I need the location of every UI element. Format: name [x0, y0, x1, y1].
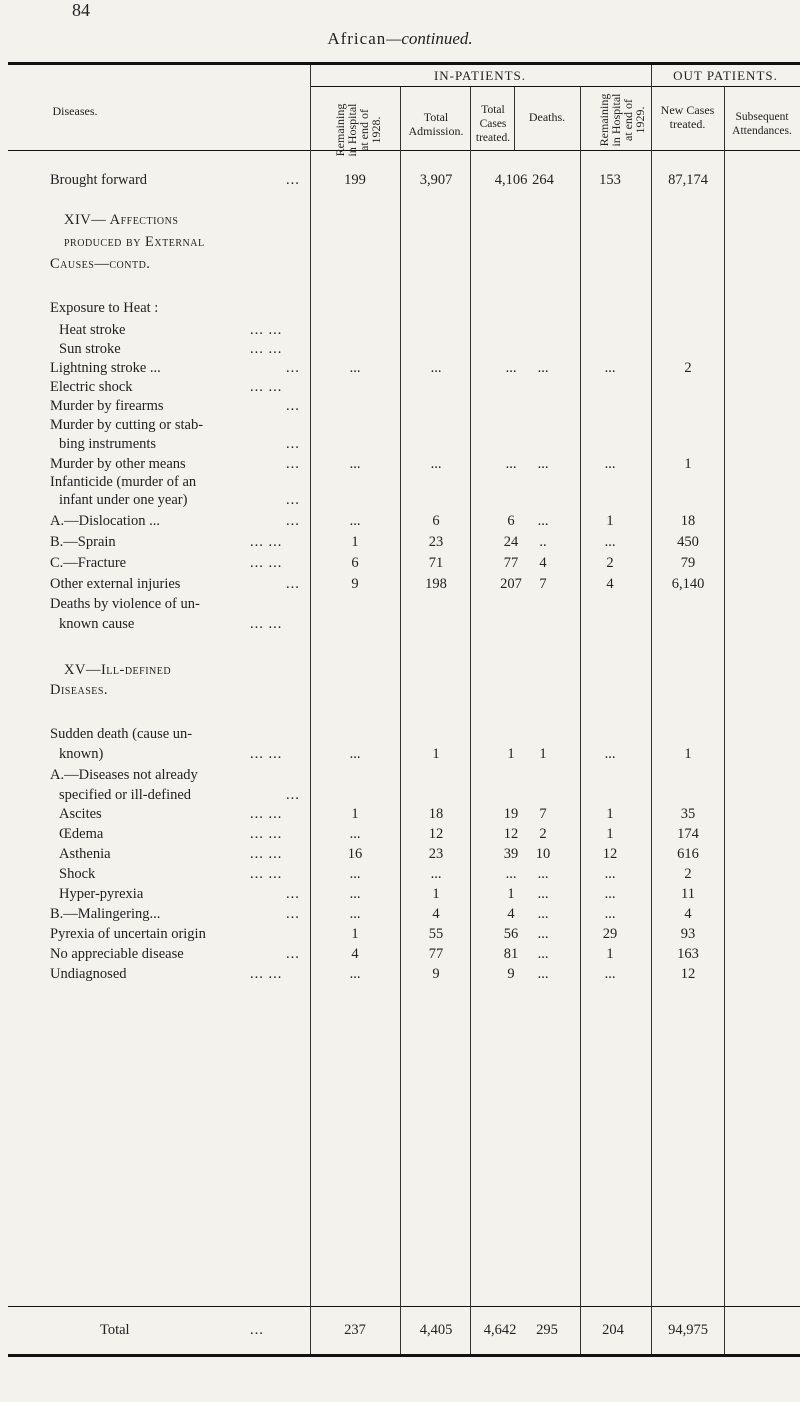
table-cell: ...	[537, 946, 549, 962]
table-cell: ...	[537, 886, 549, 902]
header-total-admission: Total Admission.	[408, 110, 464, 138]
table-cell: 23	[428, 534, 444, 550]
table-row	[0, 906, 800, 924]
leader-dots: ... ...	[250, 616, 283, 632]
header-diseases: Diseases.	[52, 104, 98, 118]
table-cell: 4	[684, 906, 692, 922]
table-cell: ...	[604, 906, 616, 922]
table-cell: 79	[680, 555, 696, 571]
total-cell: 237	[344, 1322, 366, 1338]
table-row	[0, 926, 800, 944]
table-cell: 10	[535, 846, 551, 862]
header-bottom-rule	[8, 150, 800, 151]
table-cell: ...	[349, 456, 361, 472]
table-row	[0, 456, 800, 474]
table-cell: 4	[539, 555, 547, 571]
header-subsequent: Subsequent Attendances.	[732, 111, 792, 137]
table-cell: 198	[425, 576, 447, 592]
table-cell: 39	[503, 846, 519, 862]
header-remaining-1928: Remaining in Hospital at end of 1928.	[333, 103, 383, 157]
row-label: Brought forward	[50, 172, 148, 188]
total-cell: 295	[536, 1322, 558, 1338]
row-label: C.—Fracture	[50, 555, 127, 571]
leader-dots: ... ...	[250, 746, 283, 762]
table-cell: 450	[677, 534, 699, 550]
row-label: XV—Ill-defined	[64, 662, 172, 678]
table-row	[0, 846, 800, 864]
table-row	[0, 474, 800, 492]
leader-dots: ...	[286, 398, 300, 414]
table-cell: ...	[505, 866, 517, 882]
total-cell: 4,405	[419, 1322, 453, 1338]
table-cell: 1	[507, 746, 515, 762]
table-cell: 93	[680, 926, 696, 942]
table-cell: ...	[349, 513, 361, 529]
table-row	[0, 787, 800, 805]
table-cell: ...	[604, 360, 616, 376]
table-cell: 2	[606, 555, 614, 571]
table-cell: 6	[507, 513, 515, 529]
table-cell: ...	[604, 746, 616, 762]
leader-dots: ...	[286, 513, 300, 529]
total-cell: 94,975	[668, 1322, 708, 1338]
row-label: known)	[59, 746, 104, 762]
table-cell: 1	[432, 886, 440, 902]
table-cell: 1	[351, 806, 359, 822]
leader-dots: ...	[286, 360, 300, 376]
leader-dots: ...	[286, 906, 300, 922]
table-row	[0, 300, 800, 318]
row-label: infant under one year)	[59, 492, 188, 508]
total-cell: 204	[602, 1322, 624, 1338]
table-cell: 4	[606, 576, 614, 592]
table-cell: ...	[349, 826, 361, 842]
leader-dots: ... ...	[250, 846, 283, 862]
header-remaining-1929: Remaining in Hospital at end of 1929.	[597, 93, 647, 147]
row-label: Infanticide (murder of an	[50, 474, 197, 490]
table-row	[0, 379, 800, 397]
row-label: Sudden death (cause un-	[50, 726, 193, 742]
row-label: Œdema	[59, 826, 104, 842]
table-cell: ...	[349, 966, 361, 982]
table-row	[0, 726, 800, 744]
header-group-rule	[310, 86, 800, 87]
table-cell: 4	[351, 946, 359, 962]
leader-dots: ... ...	[250, 379, 283, 395]
table-cell: 4	[507, 906, 515, 922]
table-cell: 12	[503, 826, 519, 842]
table-cell: 55	[428, 926, 444, 942]
table-row	[0, 682, 800, 700]
page-number: 84	[72, 0, 90, 20]
table-row	[0, 417, 800, 435]
table-cell: ...	[430, 866, 442, 882]
table-cell: 16	[347, 846, 363, 862]
table-cell: 6	[432, 513, 440, 529]
table-row	[0, 341, 800, 359]
header-deaths: Deaths.	[528, 110, 566, 124]
row-label: Murder by cutting or stab-	[50, 417, 204, 433]
row-label: Murder by other means	[50, 456, 186, 472]
col-divider	[580, 87, 581, 1354]
table-cell: 9	[432, 966, 440, 982]
leader-dots: ... ...	[250, 806, 283, 822]
table-row	[0, 234, 800, 252]
table-row	[0, 398, 800, 416]
table-cell: 23	[428, 846, 444, 862]
table-cell: ...	[604, 966, 616, 982]
table-cell: ...	[537, 456, 549, 472]
row-label: Undiagnosed	[50, 966, 127, 982]
table-cell: 1	[684, 746, 692, 762]
leader-dots: ...	[286, 172, 300, 188]
table-row	[0, 662, 800, 680]
row-label: Electric shock	[50, 379, 133, 395]
table-row	[0, 767, 800, 785]
table-cell: 1	[539, 746, 547, 762]
table-cell: 24	[503, 534, 519, 550]
table-row	[0, 513, 800, 531]
row-label: A.—Dislocation ...	[50, 513, 160, 529]
table-cell: 4	[432, 906, 440, 922]
row-label: Heat stroke	[59, 322, 126, 338]
table-cell: 2	[539, 826, 547, 842]
table-row	[0, 555, 800, 573]
leader-dots: ...	[286, 436, 300, 452]
row-label: Causes—contd.	[50, 256, 151, 272]
table-cell: 1	[606, 806, 614, 822]
table-cell: 77	[428, 946, 444, 962]
table-cell: 12	[602, 846, 618, 862]
leader-dots: ... ...	[250, 555, 283, 571]
leader-dots: ...	[286, 886, 300, 902]
table-cell: 29	[602, 926, 618, 942]
table-bottom-rule	[8, 1354, 800, 1357]
table-cell: 1	[606, 513, 614, 529]
leader-dots: ... ...	[250, 966, 283, 982]
row-label: Pyrexia of uncertain origin	[50, 926, 206, 942]
table-row	[0, 866, 800, 884]
row-label: Deaths by violence of un-	[50, 596, 200, 612]
leader-dots: ... ...	[250, 866, 283, 882]
col-divider	[400, 87, 401, 1354]
table-cell: ...	[430, 456, 442, 472]
table-cell: 18	[680, 513, 696, 529]
table-cell: ...	[349, 746, 361, 762]
table-cell: 12	[428, 826, 444, 842]
table-cell: ...	[505, 456, 517, 472]
table-cell: 77	[503, 555, 519, 571]
header-in-patients: IN-PATIENTS.	[433, 68, 527, 83]
total-dots: ...	[250, 1322, 264, 1338]
leader-dots: ... ...	[250, 322, 283, 338]
table-cell: 1	[684, 456, 692, 472]
row-label: specified or ill-defined	[59, 787, 192, 803]
row-label: No appreciable disease	[50, 946, 184, 962]
table-cell: 264	[532, 172, 554, 188]
table-cell: 1	[351, 534, 359, 550]
table-cell: 9	[351, 576, 359, 592]
table-cell: 6	[351, 555, 359, 571]
table-row	[0, 360, 800, 378]
table-row	[0, 886, 800, 904]
total-top-rule	[8, 1306, 800, 1307]
table-row	[0, 746, 800, 764]
table-cell: 7	[539, 806, 547, 822]
row-label: XIV— Affections	[64, 212, 179, 228]
table-row	[0, 322, 800, 340]
table-row	[0, 436, 800, 454]
table-cell: 11	[681, 886, 695, 902]
table-cell: ...	[349, 360, 361, 376]
table-cell: 1	[432, 746, 440, 762]
row-label: known cause	[59, 616, 135, 632]
table-cell: 616	[677, 846, 699, 862]
table-cell: 12	[680, 966, 696, 982]
row-label: B.—Sprain	[50, 534, 116, 550]
table-cell: ...	[604, 886, 616, 902]
table-cell: ...	[537, 926, 549, 942]
total-row	[0, 1322, 800, 1340]
table-cell: 1	[507, 886, 515, 902]
table-cell: ...	[349, 886, 361, 902]
table-cell: ...	[537, 906, 549, 922]
table-cell: 163	[677, 946, 699, 962]
total-label: Total	[100, 1322, 130, 1338]
table-cell: ..	[539, 534, 547, 550]
table-cell: 56	[503, 926, 519, 942]
table-cell: 4,106	[494, 172, 528, 188]
leader-dots: ...	[286, 576, 300, 592]
row-label: B.—Malingering...	[50, 906, 161, 922]
table-cell: ...	[604, 534, 616, 550]
leader-dots: ... ...	[250, 826, 283, 842]
table-cell: ...	[349, 906, 361, 922]
table-cell: ...	[349, 866, 361, 882]
table-cell: ...	[537, 360, 549, 376]
table-cell: 71	[428, 555, 444, 571]
table-cell: 87,174	[668, 172, 708, 188]
row-label: Hyper-pyrexia	[59, 886, 144, 902]
leader-dots: ... ...	[250, 534, 283, 550]
table-cell: 207	[500, 576, 522, 592]
table-cell: 6,140	[671, 576, 705, 592]
row-label: Lightning stroke ...	[50, 360, 161, 376]
table-cell: 2	[684, 866, 692, 882]
table-cell: ...	[537, 866, 549, 882]
table-row	[0, 492, 800, 510]
table-cell: ...	[505, 360, 517, 376]
page-title: African—continued.	[327, 29, 473, 48]
leader-dots: ...	[286, 787, 300, 803]
table-cell: 1	[606, 826, 614, 842]
col-divider	[470, 87, 471, 1354]
row-label: Exposure to Heat :	[50, 300, 159, 316]
row-label: Sun stroke	[59, 341, 121, 357]
total-cell: 4,642	[483, 1322, 517, 1338]
table-row	[0, 966, 800, 984]
table-cell: 19	[503, 806, 519, 822]
table-cell: 153	[599, 172, 621, 188]
table-row	[0, 256, 800, 274]
table-row	[0, 826, 800, 844]
table-cell: 3,907	[419, 172, 453, 188]
leader-dots: ...	[286, 946, 300, 962]
leader-dots: ... ...	[250, 341, 283, 357]
table-row	[0, 946, 800, 964]
row-label: Asthenia	[59, 846, 111, 862]
table-cell: 81	[503, 946, 519, 962]
table-cell: 174	[677, 826, 699, 842]
row-label: A.—Diseases not already	[50, 767, 198, 783]
table-cell: 18	[428, 806, 444, 822]
table-row	[0, 212, 800, 230]
table-cell: ...	[604, 456, 616, 472]
table-cell: ...	[604, 866, 616, 882]
table-cell: 35	[680, 806, 696, 822]
table-cell: 9	[507, 966, 515, 982]
table-cell: 7	[539, 576, 547, 592]
leader-dots: ...	[286, 492, 300, 508]
table-cell: 1	[606, 946, 614, 962]
row-label: Murder by firearms	[50, 398, 164, 414]
table-row	[0, 616, 800, 634]
table-cell: 1	[351, 926, 359, 942]
leader-dots: ...	[286, 456, 300, 472]
row-label: bing instruments	[59, 436, 157, 452]
header-new-cases: New Cases treated.	[660, 103, 715, 131]
table-row	[0, 534, 800, 552]
table-row	[0, 596, 800, 614]
header-total-cases-treated: Total Cases treated.	[475, 104, 511, 144]
table-row	[0, 172, 800, 190]
table-top-rule	[8, 62, 800, 65]
row-label: Ascites	[59, 806, 102, 822]
row-label: Diseases.	[50, 682, 109, 698]
table-cell: 199	[344, 172, 366, 188]
col-divider	[724, 87, 725, 1354]
header-out-patients: OUT PATIENTS.	[673, 68, 778, 83]
table-row	[0, 576, 800, 594]
table-cell: 2	[684, 360, 692, 376]
table-cell: ...	[537, 966, 549, 982]
row-label: Shock	[59, 866, 96, 882]
table-cell: ...	[537, 513, 549, 529]
row-label: Other external injuries	[50, 576, 181, 592]
table-row	[0, 806, 800, 824]
row-label: produced by External	[64, 234, 205, 250]
table-cell: ...	[430, 360, 442, 376]
